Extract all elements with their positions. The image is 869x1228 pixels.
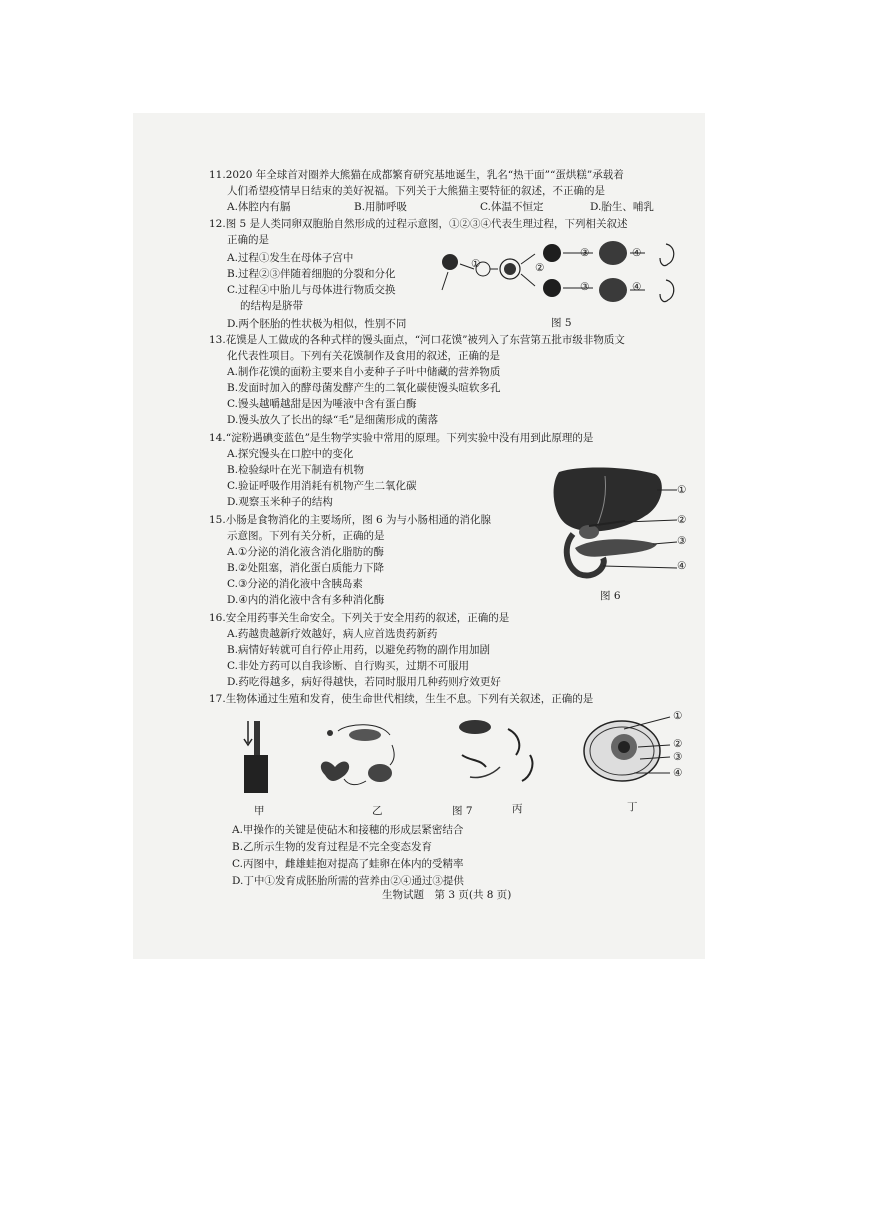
q14-stem: 14.“淀粉遇碘变蓝色”是生物学实验中常用的原理。下列实验中没有用到此原理的是 (209, 432, 594, 444)
figure-6-caption: 图 6 (600, 590, 621, 602)
q12-option-b: B.过程②③伴随着细胞的分裂和分化 (227, 268, 396, 280)
q16-option-d: D.药吃得越多，病好得越快，若同时服用几种药则疗效更好 (227, 676, 501, 688)
q12-stem-line1: 12.图 5 是人类同卵双胞胎自然形成的过程示意图，①②③④代表生理过程，下列相关叙述 (209, 218, 628, 230)
q14-option-d: D.观察玉米种子的结构 (227, 496, 333, 508)
q15-stem-line2: 示意图。下列有关分析，正确的是 (227, 530, 385, 542)
figure-7-egg-label-2: ② (673, 738, 683, 750)
figure-7-label-bing: 丙 (512, 803, 523, 815)
q16-option-c: C.非处方药可以自我诊断、自行购买，过期不可服用 (227, 660, 469, 672)
figure-5-label-3a: ③ (580, 247, 590, 259)
q13-stem-line2: 化代表性项目。下列有关花馍制作及食用的叙述，正确的是 (227, 350, 500, 362)
figure-5-label-1: ① (471, 258, 481, 270)
figure-6-label-2: ② (677, 514, 687, 526)
q12-option-c-line2: 的结构是脐带 (240, 300, 303, 312)
q14-option-b: B.检验绿叶在光下制造有机物 (227, 464, 365, 476)
q12-option-a: A.过程①发生在母体子宫中 (227, 252, 354, 264)
q15-option-c: C.③分泌的消化液中含胰岛素 (227, 578, 363, 590)
q16-option-a: A.药越贵越新疗效越好，病人应首选贵药新药 (227, 628, 438, 640)
page-footer: 生物试题 第 3 页(共 8 页) (382, 889, 512, 901)
q11-option-a: A.体腔内有膈 (227, 201, 291, 213)
q13-stem-line1: 13.花馍是人工做成的各种式样的馒头面点，“河口花馍”被列入了东营第五批市级非物质文 (209, 334, 625, 346)
figure-7-egg-label-4: ④ (673, 767, 683, 779)
q11-option-b: B.用肺呼吸 (354, 201, 408, 213)
q15-option-a: A.①分泌的消化液含消化脂肪的酶 (227, 546, 384, 558)
figure-7-egg-label-3: ③ (673, 751, 683, 763)
q12-option-c-line1: C.过程④中胎儿与母体进行物质交换 (227, 284, 396, 296)
q13-option-b: B.发面时加入的酵母菌发酵产生的二氧化碳使馒头暄软多孔 (227, 382, 501, 394)
q17-option-a: A.甲操作的关键是使砧木和接穗的形成层紧密结合 (232, 824, 464, 836)
q13-option-d: D.馒头放久了长出的绿“毛”是细菌形成的菌落 (227, 414, 439, 426)
q17-option-c: C.丙图中，雌雄蛙抱对提高了蛙卵在体内的受精率 (232, 858, 464, 870)
q11-stem-line1: 11.2020 年全球首对圈养大熊猫在成都繁育研究基地诞生，乳名“热干面”“蛋烘糕”承载着 (209, 169, 624, 181)
q11-option-c: C.体温不恒定 (480, 201, 544, 213)
figure-6-label-4: ④ (677, 560, 687, 572)
q15-option-d: D.④内的消化液中含有多种消化酶 (227, 594, 385, 606)
q12-stem-line2: 正确的是 (227, 234, 269, 246)
q13-option-a: A.制作花馍的面粉主要来自小麦种子子叶中储藏的营养物质 (227, 366, 501, 378)
q15-option-b: B.②处阻塞，消化蛋白质能力下降 (227, 562, 384, 574)
q13-option-c: C.馒头越嚼越甜是因为唾液中含有蛋白酶 (227, 398, 417, 410)
figure-7-reproduction-panels (230, 715, 690, 805)
q14-option-c: C.验证呼吸作用消耗有机物产生二氧化碳 (227, 480, 417, 492)
q12-option-d: D.两个胚胎的性状极为相似，性别不同 (227, 318, 407, 330)
q11-stem-line2: 人们希望疫情早日结束的美好祝福。下列关于大熊猫主要特征的叙述，不正确的是 (227, 185, 605, 197)
figure-7-label-jia: 甲 (254, 805, 265, 817)
figure-6-label-3: ③ (677, 535, 687, 547)
figure-7-label-ding: 丁 (627, 801, 638, 813)
q17-stem: 17.生物体通过生殖和发育，使生命世代相续，生生不息。下列有关叙述，正确的是 (209, 693, 594, 705)
figure-5-label-3b: ③ (580, 281, 590, 293)
q15-stem-line1: 15.小肠是食物消化的主要场所，图 6 为与小肠相通的消化腺 (209, 514, 492, 526)
q17-option-b: B.乙所示生物的发育过程是不完全变态发育 (232, 841, 433, 853)
figure-7-caption: 图 7 (452, 805, 473, 817)
figure-6-digestive-glands (545, 466, 695, 591)
figure-6-label-1: ① (677, 484, 687, 496)
figure-5-label-2: ② (535, 262, 545, 274)
q17-option-d: D.丁中①发育成胚胎所需的营养由②④通过③提供 (232, 875, 464, 887)
figure-5-twin-development (438, 240, 688, 310)
q14-option-a: A.探究馒头在口腔中的变化 (227, 448, 354, 460)
figure-5-caption: 图 5 (551, 317, 572, 329)
figure-7-egg-label-1: ① (673, 710, 683, 722)
figure-5-label-4a: ④ (632, 247, 642, 259)
figure-7-label-yi: 乙 (372, 805, 383, 817)
q16-option-b: B.病情好转就可自行停止用药，以避免药物的副作用加剧 (227, 644, 491, 656)
figure-5-label-4b: ④ (632, 281, 642, 293)
q16-stem: 16.安全用药事关生命安全。下列关于安全用药的叙述，正确的是 (209, 612, 510, 624)
q11-option-d: D.胎生、哺乳 (590, 201, 654, 213)
